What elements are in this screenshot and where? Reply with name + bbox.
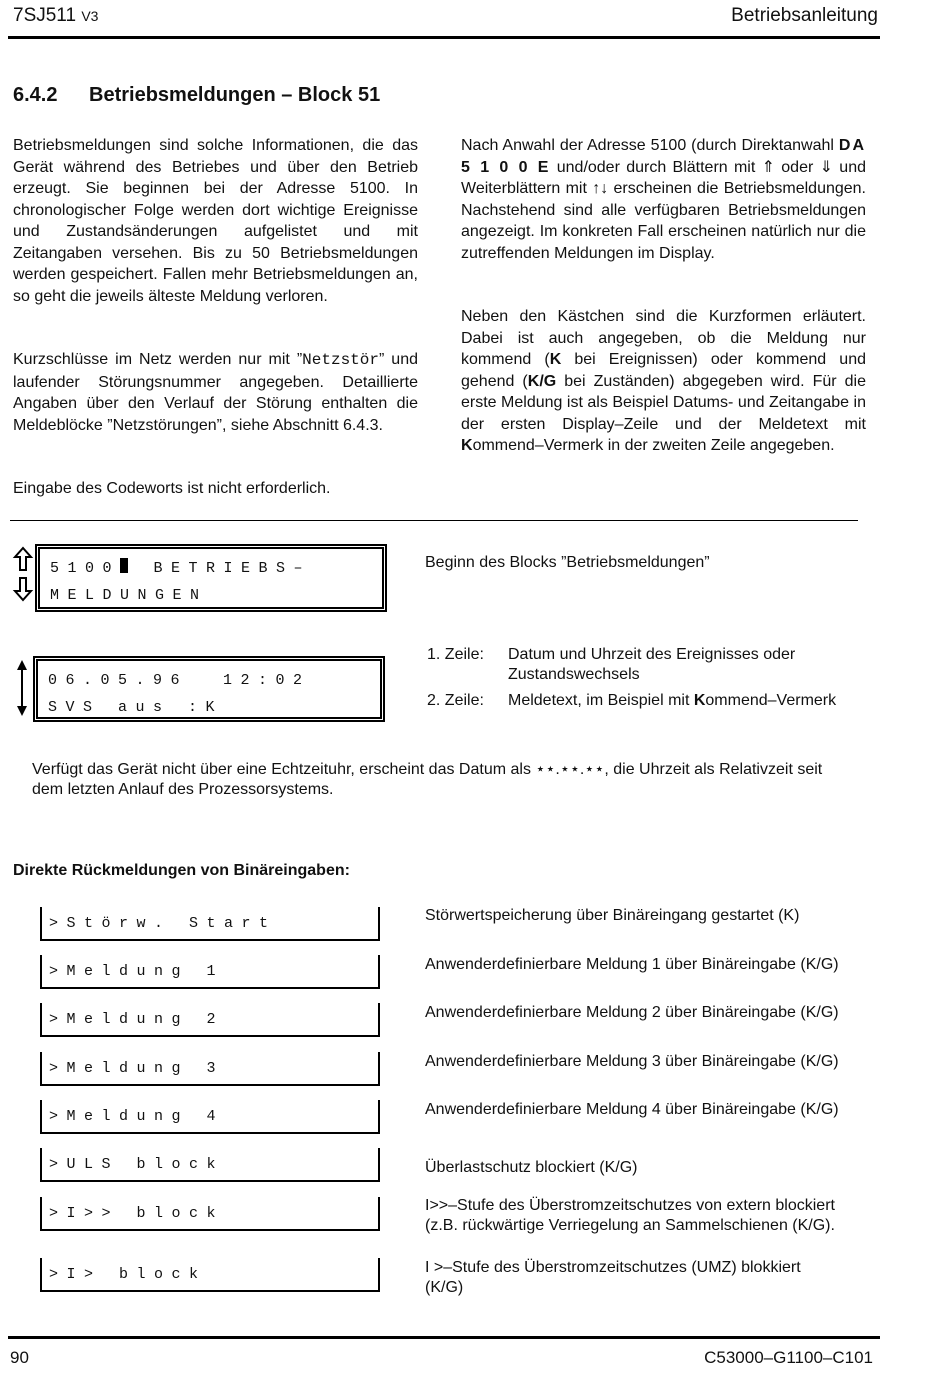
left-paragraph-1: Betriebsmeldungen sind solche Informationen, die das Gerät während des Betriebes und über den Betrieb erzeugt. Sie beginnen bei der Adresse 5100. In chronologischer Folge werden dort wichtige Ereignisse und Zustandsänderungen aufgelistet und mit Zeitangaben versehen. Bis zu 50 Betriebsmeldungen werden gespeichert. Fallen mehr Betriebsmeldungen an, so geht die jeweils älteste Meldung verloren. bbox=[13, 137, 418, 305]
zeile-1-label: 1. Zeile: bbox=[427, 646, 484, 663]
msg-description: Überlastschutz blockiert (K/G) bbox=[425, 1159, 638, 1176]
address: 5100 bbox=[50, 560, 121, 577]
msg-description: I>>–Stufe des Überstromzeitschutzes von extern blockiert (z.B. rückwärtige Verriegelung an Sammelschienen (K/G). bbox=[425, 1197, 835, 1234]
msg-description: Anwenderdefinierbare Meldung 1 über Binäreingabe (K/G) bbox=[425, 956, 839, 973]
bold-k: K bbox=[549, 351, 562, 368]
left-paragraph-3: Eingabe des Codeworts ist nicht erforderlich. bbox=[13, 480, 331, 497]
text: bei Ereignissen) oder kommend und gehend ( bbox=[461, 351, 866, 390]
lcd-message: SVS aus :K bbox=[48, 699, 224, 716]
right-paragraph-1 bbox=[461, 135, 866, 264]
cursor-block-icon bbox=[120, 558, 128, 573]
msg-description: Störwertspeicherung über Binäreingang gestartet (K) bbox=[425, 907, 800, 924]
zeile-explanation bbox=[427, 645, 867, 735]
zeile-1-text: Datum und Uhrzeit des Ereignisses oder Zustandswechsels bbox=[508, 646, 796, 683]
msg-box bbox=[40, 1148, 380, 1182]
section-title bbox=[13, 84, 380, 107]
realtime-clock-note: Verfügt das Gerät nicht über eine Echtzeituhr, erscheint das Datum als ⋆⋆.⋆⋆.⋆⋆, die Uhrzeit als Relativzeit seit dem letzten Anlauf des Prozessorsystems. bbox=[32, 761, 823, 798]
text: Meldetext, im Beispiel mit bbox=[508, 692, 694, 709]
msg-display: >ULS block bbox=[49, 1156, 225, 1173]
double-arrow-up-down-icon bbox=[12, 546, 34, 607]
msg-description: Anwenderdefinierbare Meldung 3 über Binäreingabe (K/G) bbox=[425, 1053, 839, 1070]
model-name: 7SJ511 bbox=[13, 5, 77, 26]
msg-description: Anwenderdefinierbare Meldung 2 über Binäreingabe (K/G) bbox=[425, 1004, 839, 1021]
footer-rule bbox=[8, 1336, 880, 1339]
msg-display: >Meldung 3 bbox=[49, 1060, 225, 1077]
section-divider bbox=[10, 520, 858, 521]
left-paragraph-2 bbox=[13, 349, 418, 436]
text: Nach Anwahl der Adresse 5100 (durch Direktanwahl bbox=[461, 137, 839, 154]
model-version: V3 bbox=[81, 8, 99, 24]
key-sequence: DA 5 1 0 0 E bbox=[461, 137, 866, 176]
lcd-line-1 bbox=[50, 555, 311, 582]
header-model bbox=[13, 5, 98, 27]
msg-box bbox=[40, 1100, 380, 1134]
document-number: C53000–G1100–C101 bbox=[704, 1348, 873, 1367]
msg-box bbox=[40, 1258, 380, 1292]
lcd-display-block-start bbox=[35, 544, 387, 612]
text: ommend–Vermerk bbox=[705, 692, 837, 709]
bold-k: K bbox=[461, 437, 473, 454]
text: ” und laufender Störungsnummer angegeben. Detaillierte Angaben über den Verlauf der Störung enthalten die Meldeblöcke ”Netzstörungen”, siehe Abschnitt 6.4.3. bbox=[13, 351, 419, 434]
lcd-line-2: MELDUNGEN bbox=[50, 587, 208, 604]
text: bei Zuständen) abgegeben wird. Für die erste Meldung ist als Beispiel Datums- und Zeitangabe in der ersten Display–Zeile und der Meldetext mit bbox=[461, 372, 866, 433]
msg-box bbox=[40, 1003, 380, 1037]
text: und/oder durch Blättern mit ⇑ oder ⇓ und Weiterblättern mit ↑↓ erscheinen die Betriebsmeldungen. Nachstehend sind alle verfügbaren Betriebsmeldungen angezeigt. Im konkreten Fall erscheinen natürlich nur die zutreffenden Meldungen im Display. bbox=[461, 158, 867, 262]
msg-display: >Meldung 2 bbox=[49, 1011, 225, 1028]
block-start-description: Beginn des Blocks ”Betriebsmeldungen” bbox=[425, 554, 710, 571]
bold-kg: K/G bbox=[527, 372, 557, 390]
bold-k: K bbox=[693, 692, 706, 709]
msg-display: >Meldung 4 bbox=[49, 1108, 225, 1125]
header-rule bbox=[8, 36, 880, 39]
zeile-2-text bbox=[508, 691, 853, 711]
msg-display: >Meldung 1 bbox=[49, 963, 225, 980]
msg-display: >I> block bbox=[49, 1266, 207, 1283]
section-heading: Betriebsmeldungen – Block 51 bbox=[89, 84, 381, 106]
section-number: 6.4.2 bbox=[13, 84, 58, 106]
text: ommend–Vermerk in der zweiten Zeile angegeben. bbox=[472, 437, 835, 454]
lcd-display-example bbox=[33, 656, 385, 722]
header-doc-type: Betriebsanleitung bbox=[731, 5, 878, 26]
text: Kurzschlüsse im Netz werden nur mit ” bbox=[13, 351, 303, 368]
page-number: 90 bbox=[10, 1348, 29, 1367]
msg-box bbox=[40, 1052, 380, 1086]
msg-display: >Störw. Start bbox=[49, 915, 277, 932]
block-title: BETRIEBS– bbox=[136, 560, 312, 577]
msg-display: >I>> block bbox=[49, 1205, 225, 1222]
single-arrow-up-down-icon bbox=[14, 658, 30, 723]
msg-box bbox=[40, 955, 380, 989]
zeile-2-label: 2. Zeile: bbox=[427, 692, 484, 709]
msg-box bbox=[40, 907, 380, 941]
lcd-date-time: 06.05.96 12:02 bbox=[48, 672, 311, 689]
binary-inputs-heading: Direkte Rückmeldungen von Binäreingaben: bbox=[13, 862, 350, 879]
msg-description: I >–Stufe des Überstromzeitschutzes (UMZ) blokkiert (K/G) bbox=[425, 1259, 801, 1296]
code-netzstoer: Netzstör bbox=[302, 351, 379, 369]
right-paragraph-2 bbox=[461, 306, 866, 457]
msg-box bbox=[40, 1197, 380, 1231]
text: Neben den Kästchen sind die Kurzformen erläutert. Dabei ist auch angegeben, ob die Meldung nur kommend ( bbox=[461, 308, 866, 368]
msg-description: Anwenderdefinierbare Meldung 4 über Binäreingabe (K/G) bbox=[425, 1101, 839, 1118]
